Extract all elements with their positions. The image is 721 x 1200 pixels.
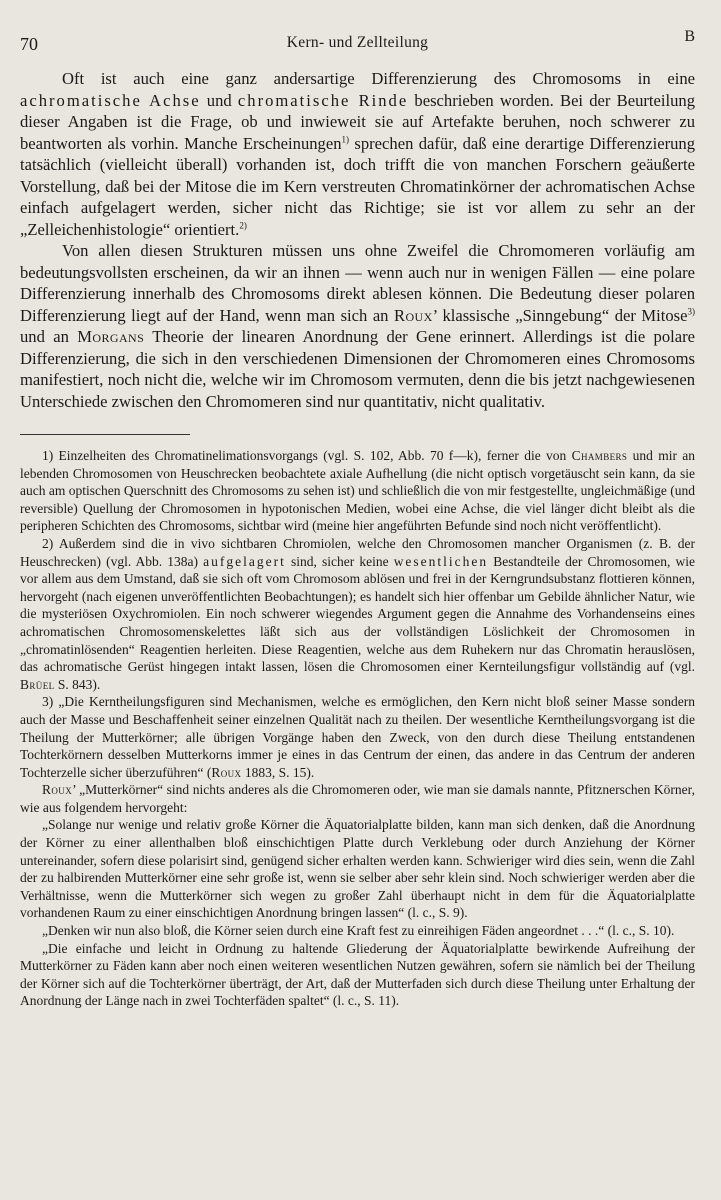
footnotes xyxy=(20,447,695,1010)
author-name: Roux xyxy=(42,782,73,798)
footnote-ref: 3) xyxy=(687,305,696,316)
spaced-term: chromatische Rinde xyxy=(237,90,409,110)
paragraph: Von allen diesen Strukturen müssen uns ohne Zweifel die Chromomeren vorläufig am bedeutungsvollsten erscheinen, da wir an ihnen — wenn auch nur in wenigen Fällen — eine polare Differenzierung innerhalb des Chromosoms direkt ablesen können. Die Bedeutung dieser polaren Differenzierung liegt auf der Hand, wenn man sich an Roux’ klassische „Sinngebung“ der Mitose$^{3)}$ und an Morgans Theorie der linearen Anordnung der Gene erinnert. Allerdings ist die polare Differenzierung, die sich in den verschiedenen Dimensionen der Chromomeren eines Chromosoms manifestiert, noch nicht die, welche wir im Chromosom vermuten, denn die bis jetzt nachgewiesenen Unterschiede zwischen den Chromomeren sind nur quantitativ, nicht qualitativ. xyxy=(20,241,696,411)
author-name: Chambers xyxy=(571,448,628,463)
spaced-term: achromatische Achse xyxy=(20,90,201,110)
footnote: 2) Außerdem sind die in vivo sichtbaren Chromiolen, welche den Chromosomen mancher Organismen (z. B. der Heuschrecken) (vgl. Abb. 138a) aufgelagert sind, sicher keine wesentlichen Bestandteile der Chromosomen, wie vor allem aus dem Umstand, daß sie sich oft vom Chromosom ablösen und frei in der Kerngrundsubstanz flottieren können, hervorgeht (nach eigenen unveröffentlichten Beobachtungen); es handelt sich hier offenbar um Gebilde ähnlicher Natur, wie die mysteriösen Oxychromiolen. Ein noch schwerer wiegendes Argument gegen die Annahme des Vorhandenseins eines achromatischen Chromosomenskelettes läßt sich aus der vollständigen Löslichkeit der Chromosomen in „chromatinlösenden“ Reagentien herleiten. Diese Reagentien, welche aus dem Ruhekern nur das Chromatin herauslösen, das achromatische Gerüst hingegen intakt lassen, lösen die Chromosomen einer Kernteilungsfigur vollständig auf (vgl. Brüel S. 843). xyxy=(20,535,695,692)
footnote: 1) Einzelheiten des Chromatinelimationsvorgangs (vgl. S. 102, Abb. 70 f—k), ferner die von Chambers und mir an lebenden Chromosomen von Heuschrecken beobachtete axiale Aufhellung (die nicht optisch vorgetäuscht sein kann, da sie auch am optischen Querschnitt des Chromosoms zu sehen ist) und schließlich die von mir festgestellte, ungleichmäßige (und reversible) Quellung der Chromosomen in hypotonischen Medien, wobei eine Achse, die viel länger dicht bleibt als die peripheren Schichten des Chromosoms, sichtbar wird (meine hier angeführten Befunde sind noch nicht veröffentlicht). xyxy=(20,448,695,534)
author-name: Brüel xyxy=(20,676,55,692)
quotation: „Die einfache und leicht in Ordnung zu haltende Gliederung der Äquatorialplatte bewirkende Aufreihung der Mutterkörner zu Fäden kann aber noch einen weiteren wesentlichen Nutzen gewähren, sofern sie nämlich bei der Theilung der Körner sich auf die Tochterkörner überträgt, der Art, daß der Mutterfaden sich durch diese Theilung unter Erhaltung der Anordnung der Länge nach in zwei Tochterfäden spaltet“ (l. c., S. 11). xyxy=(20,940,695,1009)
quotation: „Solange nur wenige und relativ große Körner die Äquatorialplatte bilden, kann man sich denken, daß die Anordnung der Körner zu einer allenthalben bloß einschichtigen Platte durch Verklebung oder durch Anziehung der Körner untereinander, sofern diese polarisirt sind, genügend sicher erhalten werden kann. Schwieriger wird dies sein, wenn die Zahl der zu halbirenden Mutterkörner eine sehr große ist, wenn sie selber aber sehr klein sind. Noch schwieriger werden aber die Verhältnisse, wenn die Mutterkörner sich wegen zu großer Zahl überhaupt nicht in dem für die Äquatorialplatte vorhandenen Raum zu einer einschichtigen Anordnung bringen lassen“ (l. c., S. 9). xyxy=(20,817,695,921)
footnote: 3) „Die Kerntheilungsfiguren sind Mechanismen, welche es ermöglichen, den Kern nicht bloß seiner Masse sondern auch der Masse und Beschaffenheit seiner einzelnen Qualität nach zu theilen. Der wesentliche Kerntheilungsvorgang ist die Theilung der Mutterkörner; alle übrigen Vorgänge haben den Zweck, von den durch diese Theilung entstandenen Tochterkörnern desselben Mutterkorns immer je eines in das Centrum der einen, das andere in das Centrum der anderen Tochterzelle sicher überzuführen“ (Roux 1883, S. 15). xyxy=(20,694,695,780)
quotation: „Denken wir nun also bloß, die Körner seien durch eine Kraft fest zu einreihigen Fäden angeordnet . . .“ (l. c., S. 10). xyxy=(42,923,675,939)
footnote-ref: 2) xyxy=(239,219,247,230)
page-number: 70 xyxy=(20,34,38,54)
spaced-term: aufgelagert xyxy=(203,553,286,569)
running-header xyxy=(20,28,695,54)
paragraph: Oft ist auch eine ganz andersartige Differenzierung des Chromosoms in eine achromatische Achse und chromatische Rinde beschrieben worden. Bei der Beurteilung dieser Angaben ist die Frage, ob und inwieweit sie auf Artefakte beruhen, noch schwerer zu beantworten als vorhin. Manche Erscheinungen$^{1)}$ sprechen dafür, daß eine derartige Differenzierung tatsächlich (vielleicht überall) vorhanden ist, doch trifft die von manchen Forschern geäußerte Vorstellung, daß bei der Mitose die im Kern verstreuten Chromatinkörner der achromatischen Achse einfach aufgelagert werden, sicher nicht das Richtige; sie ist vor allem zu sehr an der „Zelleichenhistologie“ orientiert.$^{2)}$ xyxy=(20,69,695,239)
footnote: Roux’ „Mutterkörner“ sind nichts anderes als die Chromomeren oder, wie man sie damals nannte, Pfitznerschen Körner, wie aus folgendem hervorgeht: xyxy=(20,782,695,815)
main-text xyxy=(20,68,695,412)
author-name: Roux xyxy=(393,305,433,325)
footnote-ref: 1) xyxy=(341,133,350,144)
author-name: Morgans xyxy=(77,327,145,346)
footnote-divider xyxy=(20,434,190,435)
signature-mark: B xyxy=(684,28,695,45)
running-title: Kern- und Zellteilung xyxy=(286,34,429,51)
spaced-term: wesentlichen xyxy=(393,553,489,569)
author-name: Roux xyxy=(211,764,242,780)
